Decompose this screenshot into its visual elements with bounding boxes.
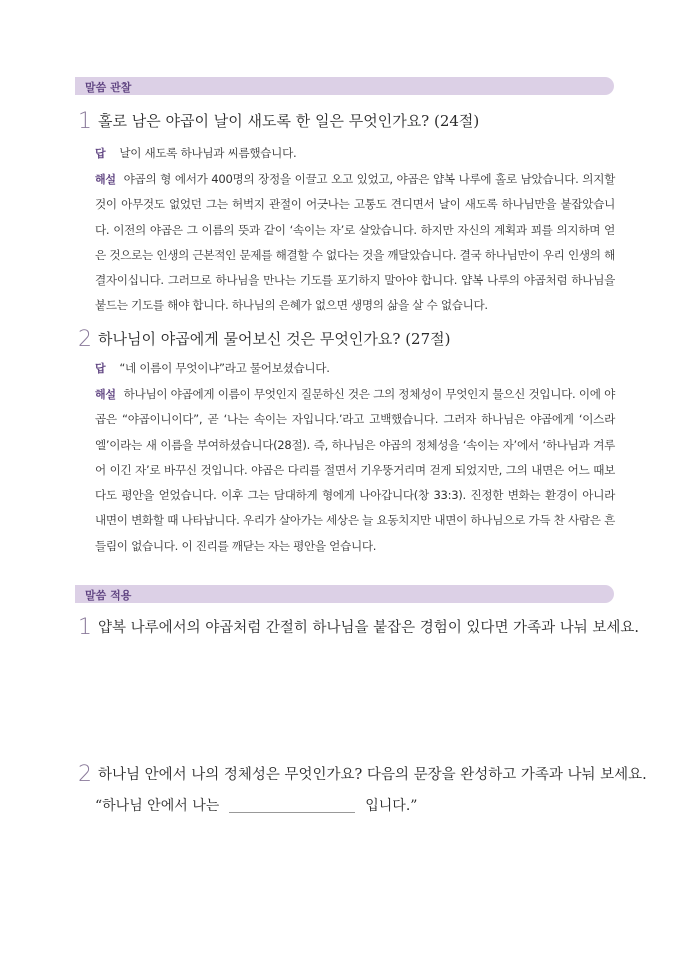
fill-in-sentence [95, 795, 417, 815]
question-number: 1 [78, 109, 92, 134]
apply-question-1 [78, 615, 638, 640]
commentary-text: 하나님이 야곱에게 이름이 무엇인지 질문하신 것은 그의 정체성이 무엇인지 물으신 것입니다. 이에 야곱은 “야곱이니이다”, 곧 ‘나는 속이는 자입니다.’라고 고백했습니다. 그러자 하나님은 야곱에게 ‘이스라엘’이라는 새 이름을 부여하셨습니다(28절). 즉, 하나님은 야곱의 정체성을 ‘속이는 자’에서 ‘하나님과 겨루어 이긴 자’로 바꾸신 것입니다. 야곱은 다리를 절면서 기우뚱거리며 걷게 되었지만, 그의 내면은 어느 때보다도 평안을 얻었습니다. 이후 그는 담대하게 형에게 나아갑니다(창 33:3). 진정한 변화는 환경이 아니라 내면이 변화할 때 나타납니다. 우리가 살아가는 세상은 늘 요동치지만 내면이 하나님으로 가득 찬 사람은 흔들림이 없습니다. 이 진리를 깨닫는 자는 평안을 얻습니다. [95, 387, 615, 553]
commentary-2 [95, 382, 615, 559]
answer-label: 답 [95, 147, 106, 160]
commentary-text: 야곱의 형 에서가 400명의 장정을 이끌고 오고 있었고, 야곱은 얍복 나루에 홀로 남았습니다. 의지할 것이 아무것도 없었던 그는 허벅지 관절이 어긋나는 고통도 견디면서 날이 새도록 하나님만을 붙잡았습니다. 이전의 야곱은 그 이름의 뜻과 같이 ‘속이는 자’로 살았습니다. 하지만 자신의 계획과 꾀를 의지하며 얻은 것으로는 인생의 근본적인 문제를 해결할 수 없다는 것을 깨달았습니다. 결국 하나님만이 우리 인생의 해결자이십니다. 그러므로 하나님을 만나는 기도를 포기하지 말아야 합니다. 얍복 나루의 야곱처럼 하나님을 붙드는 기도를 해야 합니다. 하나님의 은혜가 없으면 생명의 삶을 살 수 없습니다. [95, 172, 615, 313]
answer-text: 날이 새도록 하나님과 씨름했습니다. [119, 146, 297, 160]
section-title: 말씀 적용 [85, 589, 132, 602]
question-number: 2 [78, 762, 92, 787]
question-text: 얍복 나루에서의 야곱처럼 간절히 하나님을 붙잡은 경험이 있다면 가족과 나눠 보세요. [98, 620, 639, 636]
answer-text: “네 이름이 무엇이냐”라고 물어보셨습니다. [119, 361, 330, 375]
answer-label: 답 [95, 362, 106, 375]
question-text: 하나님이 야곱에게 물어보신 것은 무엇인가요? (27절) [98, 330, 451, 348]
answer-1 [95, 141, 615, 166]
question-number: 2 [78, 327, 92, 352]
sentence-end: 입니다.” [365, 798, 418, 814]
commentary-label: 해설 [95, 173, 116, 186]
fill-in-blank[interactable] [229, 798, 355, 813]
answer-2 [95, 356, 615, 381]
question-number: 1 [78, 615, 92, 640]
question-text: 하나님 안에서 나의 정체성은 무엇인가요? 다음의 문장을 완성하고 가족과 나눠 보세요. [98, 767, 647, 783]
commentary-label: 해설 [95, 388, 116, 401]
section-header-observe [75, 77, 614, 95]
question-2 [78, 327, 638, 352]
question-text: 홀로 남은 야곱이 날이 새도록 한 일은 무엇인가요? (24절) [98, 112, 480, 130]
question-1 [78, 109, 638, 134]
sentence-start: “하나님 안에서 나는 [95, 798, 220, 814]
apply-question-2 [78, 762, 647, 787]
section-header-apply [75, 585, 614, 603]
section-title: 말씀 관찰 [85, 81, 132, 94]
commentary-1 [95, 167, 615, 319]
